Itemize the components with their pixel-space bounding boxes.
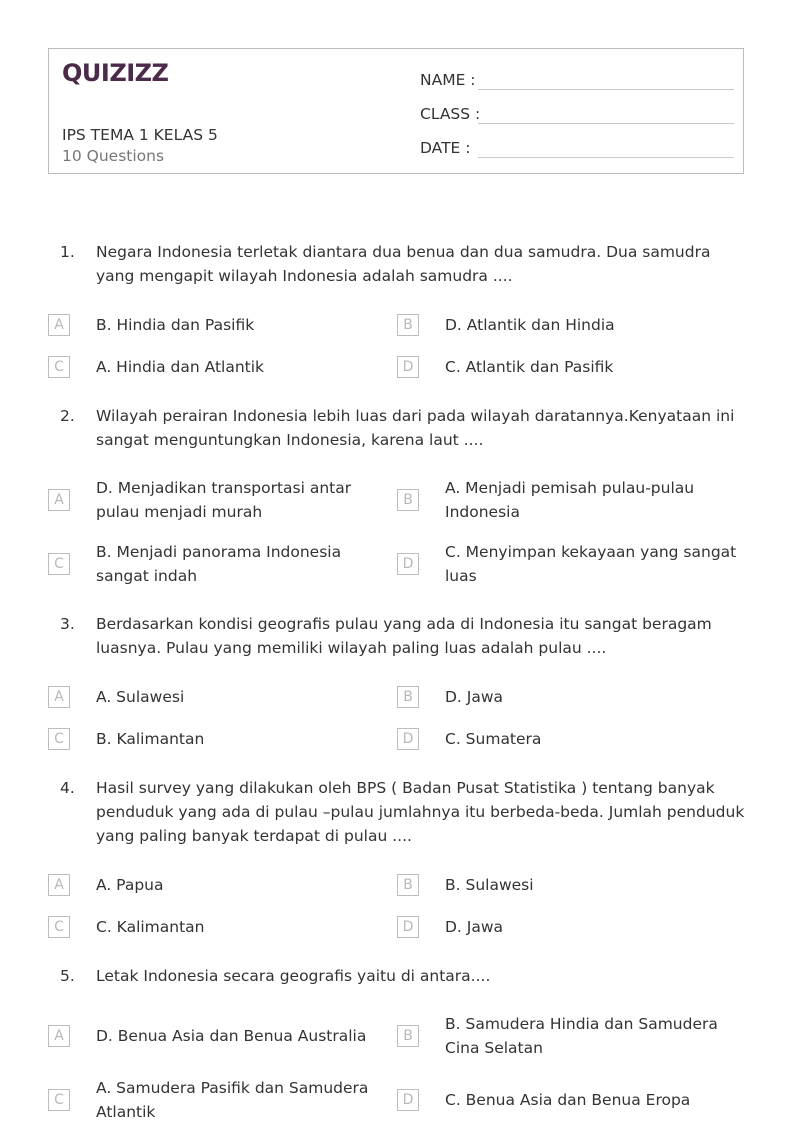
class-label: CLASS : <box>420 105 481 123</box>
option-letter: A <box>48 489 70 511</box>
option-letter: A <box>48 686 70 708</box>
question-number: 1. <box>60 243 75 261</box>
option-letter: A <box>48 874 70 896</box>
option-text: C. Benua Asia dan Benua Eropa <box>445 1091 691 1109</box>
date-field[interactable] <box>420 135 734 159</box>
class-field[interactable] <box>420 101 734 125</box>
option-letter: A <box>48 314 70 336</box>
question-text: Negara Indonesia terletak diantara dua benua dan dua samudra. Dua samudra yang mengapit wilayah Indonesia adalah samudra .... <box>96 243 711 285</box>
option-text: D. Jawa <box>445 918 504 936</box>
option-text: B. Menjadi panorama Indonesia sangat indah <box>96 543 342 585</box>
option-letter: D <box>397 728 419 750</box>
question-count: 10 Questions <box>62 147 165 165</box>
option-text: B. Samudera Hindia dan Samudera Cina Selatan <box>445 1015 718 1057</box>
question-number: 2. <box>60 407 75 425</box>
option-letter: C <box>48 356 70 378</box>
option-letter: D <box>397 553 419 575</box>
option-letter: B <box>397 489 419 511</box>
option-letter: D <box>397 916 419 938</box>
option-letter: B <box>397 874 419 896</box>
worksheet-header <box>48 48 744 174</box>
option-text: B. Kalimantan <box>96 730 205 748</box>
question-text: Letak Indonesia secara geografis yaitu di antara.... <box>96 967 491 985</box>
option-text: D. Benua Asia dan Benua Australia <box>96 1027 367 1045</box>
option-letter: B <box>397 1025 419 1047</box>
option-text: A. Menjadi pemisah pulau-pulau Indonesia <box>445 479 695 521</box>
option-letter: C <box>48 553 70 575</box>
option-letter: C <box>48 916 70 938</box>
option-letter: B <box>397 314 419 336</box>
option-letter: C <box>48 728 70 750</box>
question-text: Wilayah perairan Indonesia lebih luas dari pada wilayah daratannya.Kenyataan ini sangat menguntungkan Indonesia, karena laut .... <box>96 407 735 449</box>
option-text: C. Atlantik dan Pasifik <box>445 358 614 376</box>
option-text: C. Kalimantan <box>96 918 205 936</box>
option-letter: D <box>397 1089 419 1111</box>
name-field[interactable] <box>420 67 734 91</box>
quizizz-logo: QUIZIZZ <box>62 59 169 87</box>
option-text: A. Samudera Pasifik dan Samudera Atlantik <box>96 1079 369 1121</box>
date-line <box>478 157 734 158</box>
class-line <box>478 123 734 124</box>
option-text: A. Papua <box>96 876 164 894</box>
option-text: C. Menyimpan kekayaan yang sangat luas <box>445 543 737 585</box>
option-text: A. Sulawesi <box>96 688 185 706</box>
option-text: B. Hindia dan Pasifik <box>96 316 255 334</box>
option-text: D. Atlantik dan Hindia <box>445 316 615 334</box>
quiz-title: IPS TEMA 1 KELAS 5 <box>62 126 218 144</box>
name-line <box>478 89 734 90</box>
option-text: C. Sumatera <box>445 730 542 748</box>
option-text: B. Sulawesi <box>445 876 534 894</box>
name-label: NAME : <box>420 71 476 89</box>
question-text: Berdasarkan kondisi geografis pulau yang ada di Indonesia itu sangat beragam luasnya. Pulau yang memiliki wilayah paling luas adalah pulau .... <box>96 615 712 657</box>
question-number: 3. <box>60 615 75 633</box>
option-letter: C <box>48 1089 70 1111</box>
option-letter: B <box>397 686 419 708</box>
option-text: A. Hindia dan Atlantik <box>96 358 265 376</box>
option-letter: A <box>48 1025 70 1047</box>
option-letter: D <box>397 356 419 378</box>
option-text: D. Menjadikan transportasi antar pulau menjadi murah <box>96 479 352 521</box>
option-text: D. Jawa <box>445 688 504 706</box>
question-number: 4. <box>60 779 75 797</box>
question-text: Hasil survey yang dilakukan oleh BPS ( Badan Pusat Statistika ) tentang banyak penduduk yang ada di pulau –pulau jumlahnya itu berbeda-beda. Jumlah penduduk yang paling banyak terdapat di pulau .... <box>96 779 745 845</box>
date-label: DATE : <box>420 139 471 157</box>
question-number: 5. <box>60 967 75 985</box>
